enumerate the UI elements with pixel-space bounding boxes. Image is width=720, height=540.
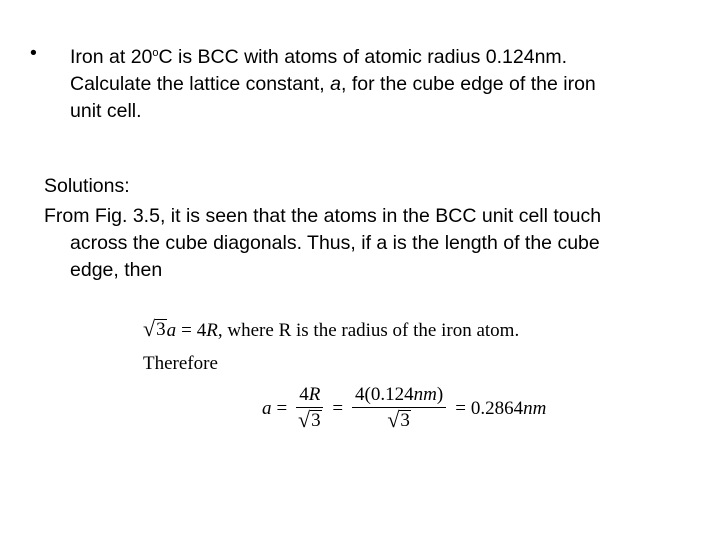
solutions-heading: Solutions: <box>44 175 130 197</box>
result-value: 0.2864 <box>470 398 524 419</box>
problem-line-3: unit cell. <box>70 100 142 122</box>
problem-statement <box>30 40 690 125</box>
equation-result: a = 4R √ 3 = 4(0.124nm) √ 3 = 0.2864 nm <box>262 384 547 432</box>
equation-diagonal: √ 3 a = 4R, where R is the radius of the iron atom. <box>143 316 520 341</box>
fraction-numeric: 4(0.124nm) √ 3 <box>352 384 446 434</box>
problem-text <box>70 40 690 125</box>
solution-line-1: From Fig. 3.5, it is seen that the atoms in the BCC unit cell touch <box>44 205 602 227</box>
equation-comment: , where R is the radius of the iron atom. <box>217 320 520 341</box>
problem-line-1: Iron at 20$^o$C is BCC with atoms of atomic radius 0.124nm. <box>70 46 568 68</box>
fraction-4r-over-sqrt3: 4R √ 3 <box>296 384 323 434</box>
problem-line-2: Calculate the lattice constant, a, for the cube edge of the iron <box>70 73 596 95</box>
sqrt-symbol: √ 3 <box>143 316 166 341</box>
solution-paragraph <box>44 203 684 284</box>
solution-line-3: edge, then <box>70 259 163 281</box>
lattice-variable: a <box>330 73 342 95</box>
therefore-label: Therefore <box>143 353 218 374</box>
degree-superscript: o <box>152 47 159 59</box>
bullet-marker: • <box>30 42 37 64</box>
solution-line-2: across the cube diagonals. Thus, if a is the length of the cube <box>70 232 600 254</box>
result-unit: nm <box>523 398 547 419</box>
